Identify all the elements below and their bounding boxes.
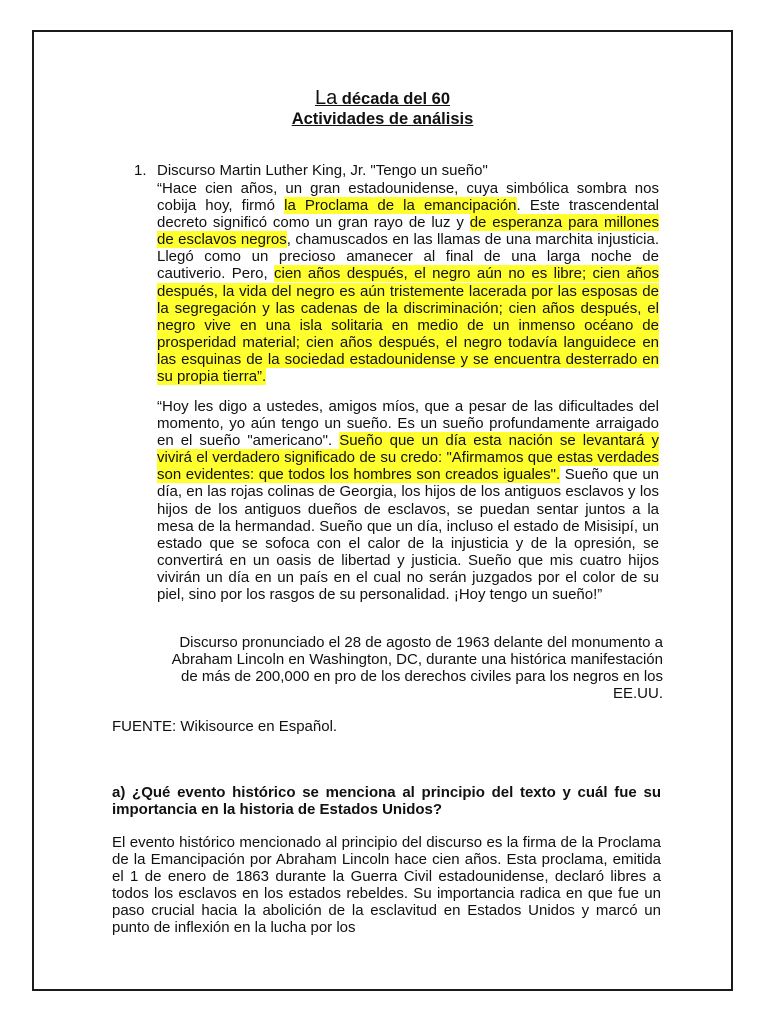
speech-paragraph-2 [157,398,659,603]
text-segment: “Hoy les digo a ustedes, amigos míos, que a pesar de las dificultades del momento, yo aún tengo un sueño. Es un sueño profundamente arraigado en el sueño "americano". [157,398,659,450]
fuente-line: FUENTE: Wikisource en Español. [112,718,338,735]
highlighted-text: Sueño que un día esta nación se levantará y vivirá el verdadero significado de su credo: "Afirmamos que estas verdades son evidentes: que todos los hombres son creados iguales". [157,432,659,484]
text-segment: . Este trascendental decreto significó como un gran rayo de luz y [157,197,660,232]
text-segment: “Hace cien años, un gran estadounidense, cuya simbólica sombra nos cobija hoy, firmó [157,180,659,215]
speech-paragraph-1 [157,180,659,385]
list-number: 1. [134,162,147,179]
highlighted-text: la Proclama de la emancipación [284,197,517,215]
title-rest: década del 60 [337,90,451,108]
text-segment: Sueño que un día, en las rojas colinas de Georgia, los hijos de los antiguos esclavos y los hijos de los antiguos dueños de esclavos, se puedan sentar juntos a la mesa de la hermandad. Sueño que un día, incluso el estado de Misisipí, un estado que se sofoca con el calor de la injusticia y de la opresión, se convertirá en un oasis de libertad y justicia. Sueño que mis cuatro hijos vivirán un día en un país en el cual no serán juzgados por el color de su piel, sino por los rasgos de su personalidad. ¡Hoy tengo un sueño!” [157,466,660,604]
highlighted-text: de esperanza para millones de esclavos negros [157,214,659,249]
title-first-letters: La [314,87,338,109]
page-title [315,88,450,109]
speech-source-note: Discurso pronunciado el 28 de agosto de 1963 delante del monumento a Abraham Lincoln en Washington, DC, durante una histórica manifestación de más de 200,000 en pro de los derechos civiles para los negros en los EE.UU. [171,634,663,703]
text-segment: , chamuscados en las llamas de una marchita injusticia. Llegó como un precioso amanecer al final de una larga noche de cautiverio. Pero, [157,231,659,283]
highlighted-text: cien años después, el negro aún no es libre; cien años después, la vida del negro es aún tristemente lacerada por las esposas de la segregación y las cadenas de la discriminación; cien años después, el negro vive en una isla solitaria en medio de un inmenso océano de prosperidad material; cien años después, el negro todavía languidece en las esquinas de la sociedad estadounidense y se encuentra desterrado en su propia tierra”. [157,265,659,386]
document-page [32,30,733,991]
question-a: a) ¿Qué evento histórico se menciona al principio del texto y cuál fue su importancia en la historia de Estados Unidos? [112,784,661,819]
page-subtitle: Actividades de análisis [291,110,474,128]
answer-a: El evento histórico mencionado al principio del discurso es la firma de la Proclama de la Emancipación por Abraham Lincoln hace cien años. Esta proclama, emitida el 1 de enero de 1863 durante la Guerra Civil estadounidense, declaró libres a todos los esclavos en los estados rebeldes. Su importancia radica en que fue un paso crucial hacia la abolición de la esclavitud en Estados Unidos y marcó un punto de inflexión en la lucha por los [112,834,661,937]
title-block [34,88,731,129]
speech-heading: Discurso Martin Luther King, Jr. "Tengo un sueño" [157,162,488,179]
